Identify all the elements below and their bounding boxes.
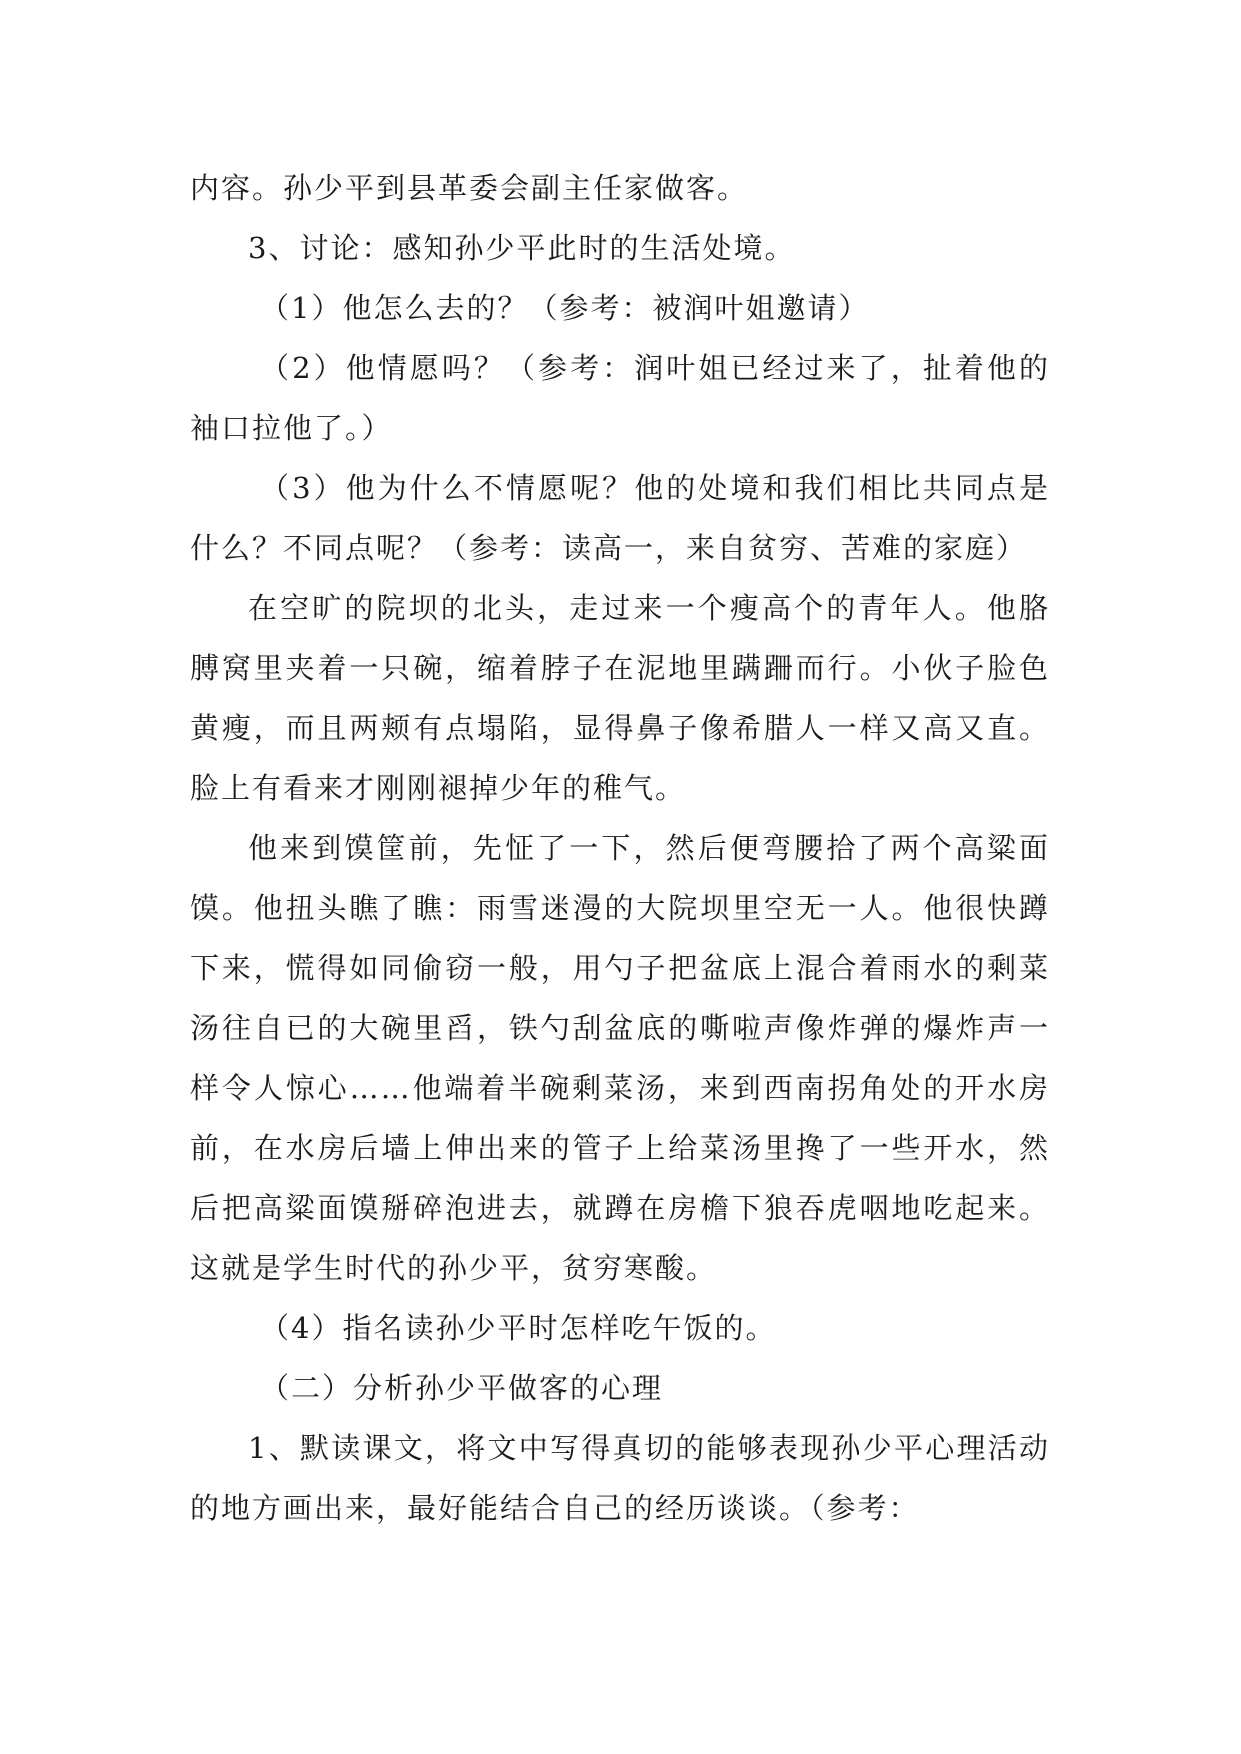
paragraph-intro-continuation: 内容。孙少平到县革委会副主任家做客。	[190, 171, 749, 205]
paragraph-question-3: （3）他为什么不情愿呢？他的处境和我们相比共同点是什么？不同点呢？（参考：读高一，来自贫穷、苦难的家庭）	[190, 471, 1050, 565]
paragraph-question-1: （1）他怎么去的？（参考：被润叶姐邀请）	[260, 291, 870, 325]
paragraph-task-1: 1、默读课文，将文中写得真切的能够表现孙少平心理活动的地方画出来，最好能结合自己的经历谈谈。（参考：	[190, 1431, 1050, 1525]
document-body	[190, 158, 1050, 1538]
paragraph-quote-2: 他来到馍筐前，先怔了一下，然后便弯腰拾了两个高粱面馍。他扭头瞧了瞧：雨雪迷漫的大院坝里空无一人。他很快蹲下来，慌得如同偷窃一般，用勺子把盆底上混合着雨水的剩菜汤往自已的大碗里舀，铁勺刮盆底的嘶啦声像炸弹的爆炸声一样令人惊心……他端着半碗剩菜汤，来到西南拐角处的开水房前，在水房后墙上伸出来的管子上给菜汤里搀了一些开水，然后把高粱面馍掰碎泡进去，就蹲在房檐下狼吞虎咽地吃起来。这就是学生时代的孙少平，贫穷寒酸。	[190, 831, 1050, 1285]
paragraph-question-2: （2）他情愿吗？（参考：润叶姐已经过来了，扯着他的袖口拉他了。）	[190, 351, 1050, 445]
paragraph-question-4: （4）指名读孙少平时怎样吃午饭的。	[260, 1311, 777, 1345]
section-heading-analysis: （二）分析孙少平做客的心理	[260, 1371, 664, 1405]
paragraph-quote-1: 在空旷的院坝的北头，走过来一个瘦高个的青年人。他胳膊窝里夹着一只碗，缩着脖子在泥地里蹒跚而行。小伙子脸色黄瘦，而且两颊有点塌陷，显得鼻子像希腊人一样又高又直。脸上有看来才刚刚褪掉少年的稚气。	[190, 591, 1050, 805]
paragraph-discussion-heading: 3、讨论：感知孙少平此时的生活处境。	[248, 231, 796, 265]
